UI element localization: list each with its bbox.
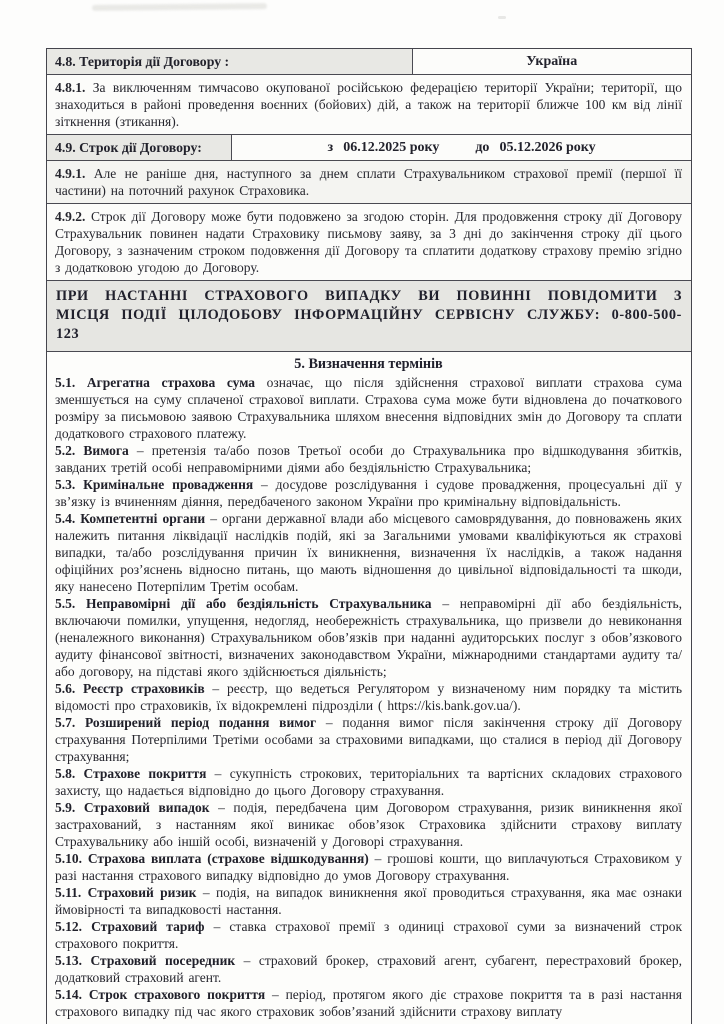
definition-term: Компетентні органи — [80, 511, 206, 526]
definition-term: Неправомірні дії або бездіяльність Страхувальника — [86, 596, 432, 611]
definition-item — [55, 765, 682, 799]
definition-item — [55, 952, 682, 986]
definition-text: – подія, передбачена цим Договором страхування, ризик виникнення якої застрахований, з настанням якої виникає обов’язок Страховика здійснити страхову виплату Страхувальнику або іншій особі, визначеній у Договорі страхування. — [55, 800, 683, 849]
definition-item — [55, 799, 682, 850]
clause-text: За виключенням тимчасово окупованої російською федерацією території України; території, що знаходиться в районі проведення воєнних (бойових) дій, а також на території ближче 100 км від лінії зіткнення (зтикання). — [55, 80, 682, 129]
row-4-9-2-note — [47, 204, 691, 281]
term-label: 4.9. Строк дії Договору: — [47, 135, 231, 160]
row-4-8-1-exception — [47, 75, 691, 135]
definition-item — [55, 884, 682, 918]
definition-number: 5.7. — [55, 715, 76, 730]
term-from-prefix: з — [327, 139, 334, 155]
definition-item — [55, 442, 682, 476]
service-phone: 0-800-500-123 — [56, 307, 682, 342]
definition-text: – органи державної влади або місцевого самоврядування, до повноважень яких належить питання ліквідації наслідків подій, які за Загальними умовами кваліфікуються як страхові випадки, та/або розслідування причин їх виникнення, визначення їх наслідків, а також надання офіційних роз’яснень відносно питань, що мають відношення до цивільної відповідальності та шкоди, яку нанесено Потерпілим Третім особам. — [55, 511, 683, 594]
definition-number: 5.9. — [55, 800, 76, 815]
definition-number: 5.6. — [55, 681, 76, 696]
territory-value: Україна — [412, 49, 691, 74]
definition-term: Агрегатна страхова сума — [86, 375, 256, 390]
clause-text: Строк дії Договору може бути подовжено за згодою сторін. Для продовження строку дії Договору Страхувальник повинен надати Страховику письмову заяву, за 3 дні до закінчення строку дії цього Договору, з зазначеним строком подовження дії Договору та сплатити додаткову страхову премію згідно з додатковою угодою до Договору. — [55, 209, 683, 275]
definition-item — [55, 850, 682, 884]
definition-term: Страхова виплата (страхове відшкодування) — [87, 851, 369, 866]
row-4-9-term — [47, 135, 691, 161]
definition-text: – сукупність строкових, територіальних та вартісних складових страхового захисту, що надається відповідно до цього Договору страхування. — [55, 766, 682, 798]
definition-text: – подія, на випадок виникнення якої проводиться страхування, яка має ознаки ймовірності та випадковості настання. — [55, 885, 683, 917]
definitions-title: 5. Визначення термінів — [294, 356, 443, 372]
definition-number: 5.3. — [55, 477, 76, 492]
definition-term: Строк страхового покриття — [88, 987, 266, 1002]
definition-number: 5.13. — [55, 953, 82, 968]
definition-item — [55, 476, 682, 510]
definition-item — [55, 918, 682, 952]
definition-text: – реєстр, що ведеться Регулятором у визначеному ним порядку та містить відомості про страховиків, їх відокремлені підрозділи ( https://kis.bank.gov.ua/). — [55, 681, 682, 713]
clause-number: 4.8.1. — [55, 80, 86, 95]
definition-item — [55, 595, 682, 680]
row-4-8-territory — [47, 49, 691, 75]
definition-term: Реєстр страховиків — [83, 681, 205, 696]
definition-term: Розширений період подання вимог — [85, 715, 317, 730]
definition-number: 5.1. — [55, 375, 76, 390]
definition-number: 5.10. — [55, 851, 82, 866]
clause-text: Але не раніше дня, наступного за днем сплати Страхувальником страхової премії (першої її частини) на поточний рахунок Страховика. — [55, 166, 682, 198]
definition-number: 5.14. — [55, 987, 82, 1002]
definition-term: Страхове покриття — [83, 766, 207, 781]
definition-item — [55, 510, 682, 595]
definition-term: Страховий випадок — [83, 800, 210, 815]
clause-number: 4.9.2. — [55, 209, 86, 224]
definition-text: – неправомірні дії або бездіяльність, включаючи помилки, упущення, недогляд, необережність страхувальника, що призвели до невиконання (неналежного виконання) Страхувальником обов’язків при наданні аудиторських послуг з обов’язкового аудиту фінансової звітності, визначених законодавством України, міжнародними стандартами аудиту та/або договору, на підставі якого здійснюється діяльність; — [55, 596, 683, 679]
definition-text: – претензія та/або позов Третьої особи до Страхувальника про відшкодування збитків, завданих третій особі неправомірними діями або бездіяльністю Страхувальника; — [55, 443, 683, 475]
definition-term: Страховий тариф — [91, 919, 205, 934]
definition-text: – страховий брокер, страховий агент, субагент, перестраховий брокер, додатковий страховий агент. — [55, 953, 682, 985]
term-from-date: 06.12.2025 року — [343, 139, 440, 155]
definition-item — [55, 680, 682, 714]
emergency-notice — [47, 281, 691, 352]
definition-text: – ставка страхової премії з одиниці страхової суми за визначений строк страхового покриття. — [55, 919, 682, 951]
definition-text: – грошові кошти, що виплачуються Страховиком у разі настання страхового випадку відповідно до умов Договору страхування. — [55, 851, 683, 883]
term-value — [231, 135, 691, 160]
definition-item — [55, 714, 682, 765]
row-4-9-1-note — [47, 161, 691, 204]
scan-artifact — [92, 3, 267, 11]
definition-item — [55, 986, 682, 1020]
definition-number: 5.11. — [55, 885, 82, 900]
territory-label: 4.8. Територія дії Договору : — [47, 49, 412, 74]
term-to-date: 05.12.2026 року — [499, 139, 596, 155]
definition-number: 5.2. — [55, 443, 76, 458]
definition-number: 5.8. — [55, 766, 76, 781]
definition-term: Вимога — [83, 443, 129, 458]
definition-number: 5.12. — [55, 919, 82, 934]
term-to-prefix: до — [475, 139, 490, 155]
emergency-notice-text: ПРИ НАСТАННІ СТРАХОВОГО ВИПАДКУ ВИ ПОВИННІ ПОВІДОМИТИ З МІСЦЯ ПОДІЇ ЦІЛОДОБОВУ ІНФОРМАЦІЙНУ СЕРВІСНУ СЛУЖБУ: — [56, 288, 682, 323]
definition-term: Кримінальне провадження — [83, 477, 254, 492]
definition-term: Страховий посередник — [90, 953, 236, 968]
definitions-section — [47, 352, 691, 1024]
definition-number: 5.4. — [55, 511, 76, 526]
definition-number: 5.5. — [55, 596, 76, 611]
scan-artifact — [498, 16, 506, 19]
definition-text: – подання вимог після закінчення строку дії Договору страхування Потерпілими Третіми особами за страховими випадками, що сталися в період дії Договору страхування; — [55, 715, 683, 764]
definition-text: означає, що після здійснення страхової виплати страхова сума зменшується на суму сплаченої страхової виплати. Страхова сума може бути відновлена до початкового розміру за письмовою заявою Страхувальника шляхом внесення відповідних змін до Договору та сплати додаткового страхового платежу. — [55, 375, 683, 441]
definition-item — [55, 374, 682, 442]
definition-text: – період, протягом якого діє страхове покриття та в разі настання страхового випадку під час якого страховик зобов’язаний здійснити страхову виплату — [55, 987, 683, 1019]
clause-number: 4.9.1. — [55, 166, 86, 181]
contract-table — [46, 48, 692, 1024]
definition-text: – досудове розслідування і судове провадження, процесуальні дії у зв’язку із вчиненням діяння, передбаченого законом України про кримінальну відповідальність. — [55, 477, 683, 509]
definition-term: Страховий ризик — [87, 885, 197, 900]
